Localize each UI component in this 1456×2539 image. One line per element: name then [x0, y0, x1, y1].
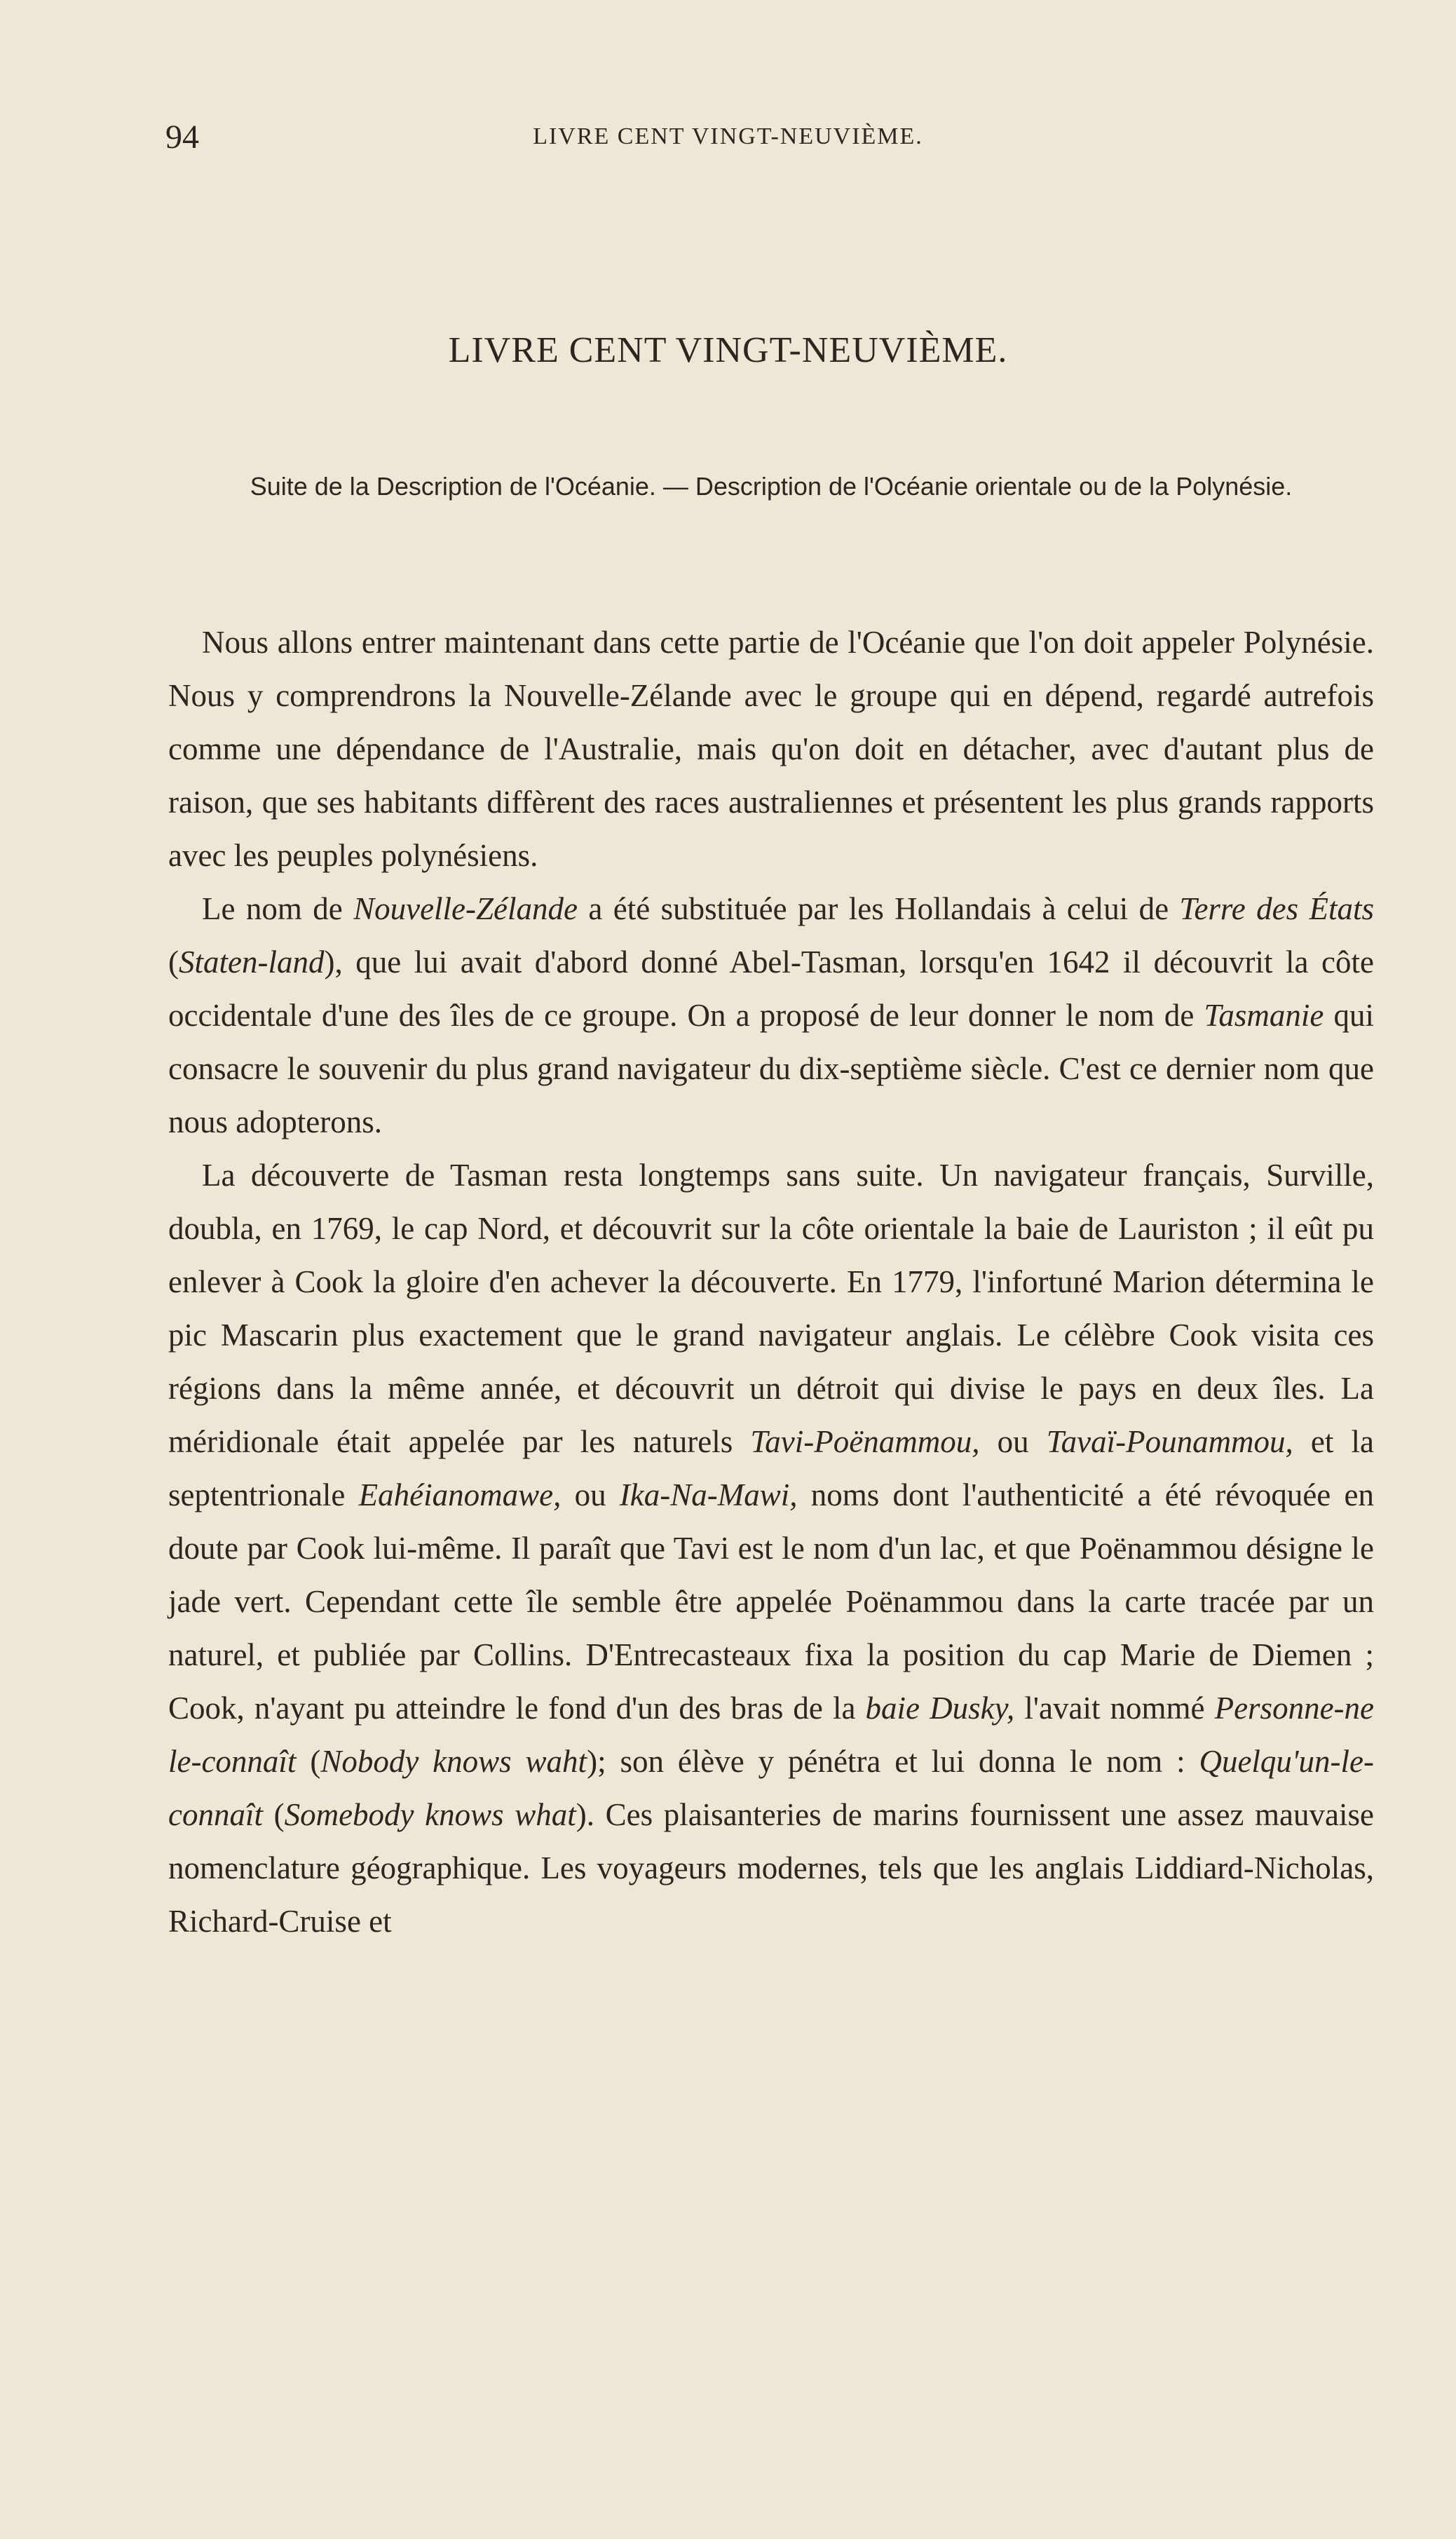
italic-place-name: Staten-land: [179, 944, 325, 980]
text-run: qui consacre le souvenir du plus grand navigateur du dix-septième siècle. C'est ce dernier nom que nous adopterons.: [168, 998, 1374, 1139]
italic-place-name: Tasmanie: [1204, 998, 1324, 1033]
chapter-title: LIVRE CENT VINGT-NEUVIÈME.: [448, 330, 1008, 370]
text-run: a été substituée par les Hollandais à celui de: [578, 891, 1180, 926]
body-text: [168, 616, 1374, 1948]
paragraph-2: [168, 882, 1374, 1149]
page-number: 94: [165, 119, 199, 156]
text-run: ou: [979, 1424, 1047, 1459]
text-run: Le nom de: [202, 891, 354, 926]
paragraph-1: Nous allons entrer maintenant dans cette partie de l'Océanie que l'on doit appeler Polynésie. Nous y comprendrons la Nouvelle-Zélande avec le groupe qui en dépend, regardé autrefois comme une dépendance de l'Australie, mais qu'on doit en détacher, avec d'autant plus de raison, que ses habitants diffèrent des races australiennes et présentent les plus grands rapports avec les peuples polynésiens.: [168, 625, 1374, 873]
text-run: l'avait nommé: [1014, 1691, 1215, 1726]
running-title: LIVRE CENT VINGT-NEUVIÈME.: [533, 123, 923, 149]
text-run: (: [168, 944, 179, 980]
italic-place-name: Tavaï-Pounammou,: [1046, 1424, 1293, 1459]
italic-place-name: Nobody knows waht: [320, 1744, 587, 1779]
italic-place-name: Ika-Na-Mawi,: [619, 1477, 798, 1512]
italic-place-name: Personne-ne le-connaît: [168, 1691, 1374, 1779]
chapter-summary: Suite de la Description de l'Océanie. — Description de l'Océanie orientale ou de la Polynésie.: [250, 472, 1293, 501]
text-run: ), que lui avait d'abord donné Abel-Tasman, lorsqu'en 1642 il découvrit la côte occidentale d'une des îles de ce groupe. On a proposé de leur donner le nom de: [168, 944, 1374, 1033]
italic-place-name: baie Dusky,: [865, 1691, 1015, 1726]
text-run: ou: [561, 1477, 620, 1512]
italic-place-name: Eahéianomawe,: [358, 1477, 562, 1512]
text-run: noms dont l'authenticité a été révoquée en doute par Cook lui-même. Il paraît que Tavi est le nom d'un lac, et que Poënammou désigne le jade vert. Cependant cette île semble être appelée Poënammou dans la carte tracée par un naturel, et publiée par Collins. D'Entrecasteaux fixa la position du cap Marie de Diemen ; Cook, n'ayant pu atteindre le fond d'un des bras de la: [168, 1477, 1374, 1726]
italic-place-name: Tavi-Poënammou,: [750, 1424, 980, 1459]
text-run: ). Ces plaisanteries de marins fournissent une assez mauvaise nomenclature géographique. Les voyageurs modernes, tels que les anglais Liddiard-Nicholas, Richard-Cruise et: [168, 1797, 1374, 1939]
text-run: (: [262, 1797, 285, 1832]
text-run: La découverte de Tasman resta longtemps sans suite. Un navigateur français, Surville, doubla, en 1769, le cap Nord, et découvrit sur la côte orientale la baie de Lauriston ; il eût pu enlever à Cook la gloire d'en achever la découverte. En 1779, l'infortuné Marion détermina le pic Mascarin plus exactement que le grand navigateur anglais. Le célèbre Cook visita ces régions dans la même année, et découvrit un détroit qui divise le pays en deux îles. La méridionale était appelée par les naturels: [168, 1158, 1374, 1459]
italic-place-name: Quelqu'un-le-connaît: [168, 1744, 1374, 1832]
text-run: ); son élève y pénétra et lui donna le nom :: [587, 1744, 1199, 1779]
italic-place-name: Terre des États: [1179, 891, 1375, 926]
running-header: [0, 118, 1456, 160]
italic-place-name: Nouvelle-Zélande: [353, 891, 578, 926]
paragraph-3: [168, 1149, 1374, 1948]
text-run: (: [296, 1744, 321, 1779]
italic-place-name: Somebody knows what: [284, 1797, 576, 1832]
text-run: et la septentrionale: [168, 1424, 1375, 1512]
